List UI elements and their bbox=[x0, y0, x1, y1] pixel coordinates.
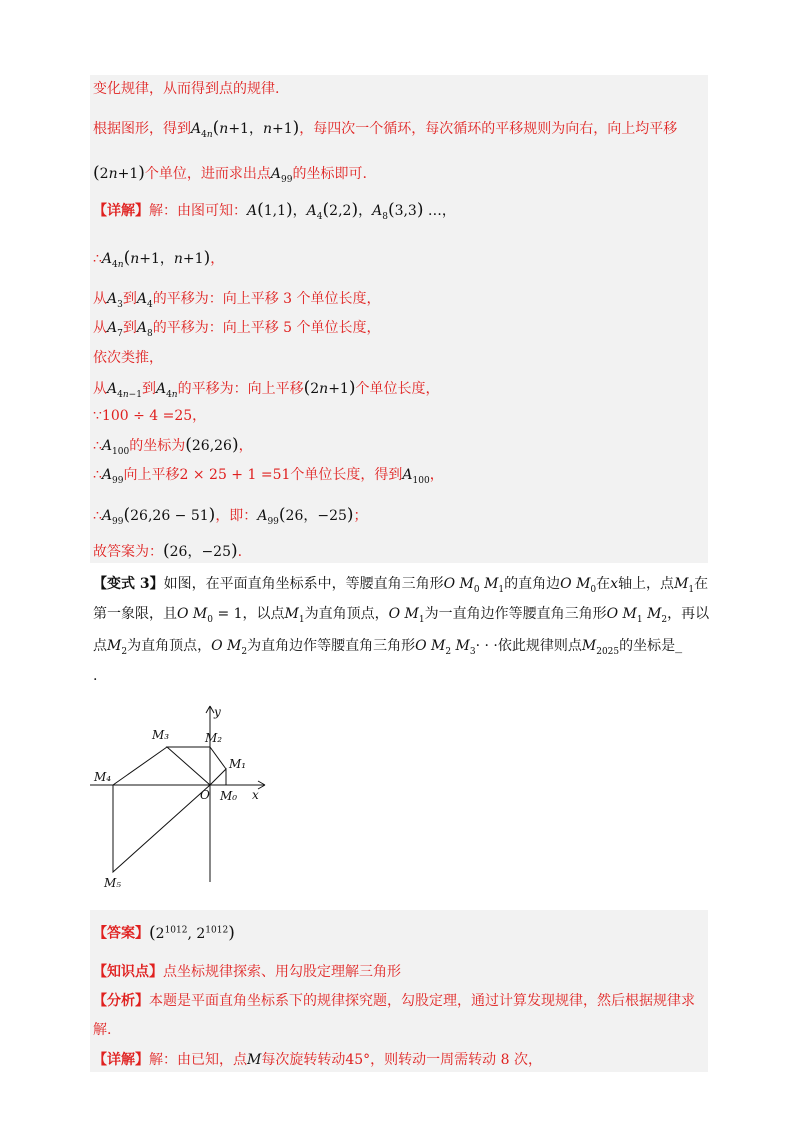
solution-because-line: ∵100 ÷ 4 =25， bbox=[93, 408, 207, 424]
question-line-2: 第一象限，且O $M_0 = 1$，以点$M_1$为直角顶点，O $M_1$为一直角边作等腰直角三角形O $M_1$ $M_2$，再以 bbox=[93, 606, 710, 625]
knowledge-point-line: 【知识点】点坐标规律探索、用勾股定理解三角形 bbox=[93, 964, 401, 980]
solution-rule-line-2: (2n+1)个单位，进而求出点$A_{99}$的坐标即可. bbox=[93, 163, 367, 185]
question-line-1: 【变式 3】如图，在平面直角坐标系中，等腰直角三角形O $M_0$ $M_1$的直角边O $M_0$在x轴上，点$M_1$在 bbox=[93, 576, 709, 595]
coordinate-figure bbox=[90, 700, 280, 895]
solution-detail-line: 【详解】解：由图可知：A(1,1)，$A_4(2,2)$，$A_8(3,3)$ …， bbox=[93, 200, 456, 222]
y-axis-label: y bbox=[214, 705, 221, 719]
m4-label: M₄ bbox=[94, 770, 112, 784]
solution-intro: 变化规律，从而得到点的规律. bbox=[93, 81, 280, 97]
triangle-o-m2-m3 bbox=[167, 747, 210, 785]
triangle-o-m3-m4 bbox=[113, 747, 210, 785]
analysis-line-2: 解. bbox=[93, 1022, 112, 1038]
solution-a3-a4-line: 从$A_3$到$A_4$的平移为：向上平移 3 个单位长度， bbox=[93, 291, 381, 310]
origin-label: O bbox=[200, 788, 210, 802]
solution-general-line: 从$A_{4n-1}$到$A_{4n}$的平移为：向上平移(2n+1)个单位长度， bbox=[93, 378, 440, 400]
detail-line: 【详解】解：由已知，点M每次旋转转动45°，则转动一周需转动 8 次， bbox=[93, 1052, 542, 1068]
x-axis-label: x bbox=[252, 788, 259, 802]
m0-label: M₀ bbox=[220, 789, 238, 803]
solution-result-line: $\therefore A_{99}(26,26 - 51)$，即：$A_{99}(26$，−25)； bbox=[93, 505, 368, 527]
m3-label: M₃ bbox=[152, 728, 170, 742]
question-line-3: 点$M_2$为直角顶点，O $M_2$为直角边作等腰直角三角形O $M_2$ $M_3\cdot$ · ·依此规律则点$M_{2025}$的坐标是_ bbox=[93, 638, 683, 657]
triangle-o-m4-m5 bbox=[113, 785, 210, 872]
triangle-o-m1-m2 bbox=[210, 747, 226, 785]
solution-rule-line: 根据图形，得到$A_{4n}(n+1$，n+1)，每四次一个循环，每次循环的平移规则为向右，向上均平移 bbox=[93, 118, 678, 140]
solution-a4n-line: $\therefore A_{4n}(n+1$，n+1)， bbox=[93, 248, 225, 270]
solution-answer-line: 故答案为：(26，−25). bbox=[93, 541, 243, 561]
solution-a7-a8-line: 从$A_7$到$A_8$的平移为：向上平移 5 个单位长度， bbox=[93, 320, 381, 339]
m5-label: M₅ bbox=[104, 876, 122, 890]
question-line-4: . bbox=[93, 668, 98, 684]
solution-a100-line: $\therefore A_{100}$的坐标为(26,26)， bbox=[93, 435, 253, 457]
m2-label: M₂ bbox=[205, 731, 223, 745]
triangle-o-m0-m1 bbox=[210, 769, 226, 785]
answer-line: 【答案】($2^{1012}$, $2^{1012}$) bbox=[93, 922, 235, 943]
solution-a99-shift-line: $\therefore A_{99}$向上平移2 × 25 + 1 =51个单位长度，得到$A_{100}$， bbox=[93, 467, 444, 486]
analysis-line-1: 【分析】本题是平面直角坐标系下的规律探究题，勾股定理，通过计算发现规律，然后根据规律求 bbox=[93, 993, 695, 1009]
solution-analogy-line: 依次类推， bbox=[93, 350, 163, 366]
m1-label: M₁ bbox=[229, 757, 247, 771]
